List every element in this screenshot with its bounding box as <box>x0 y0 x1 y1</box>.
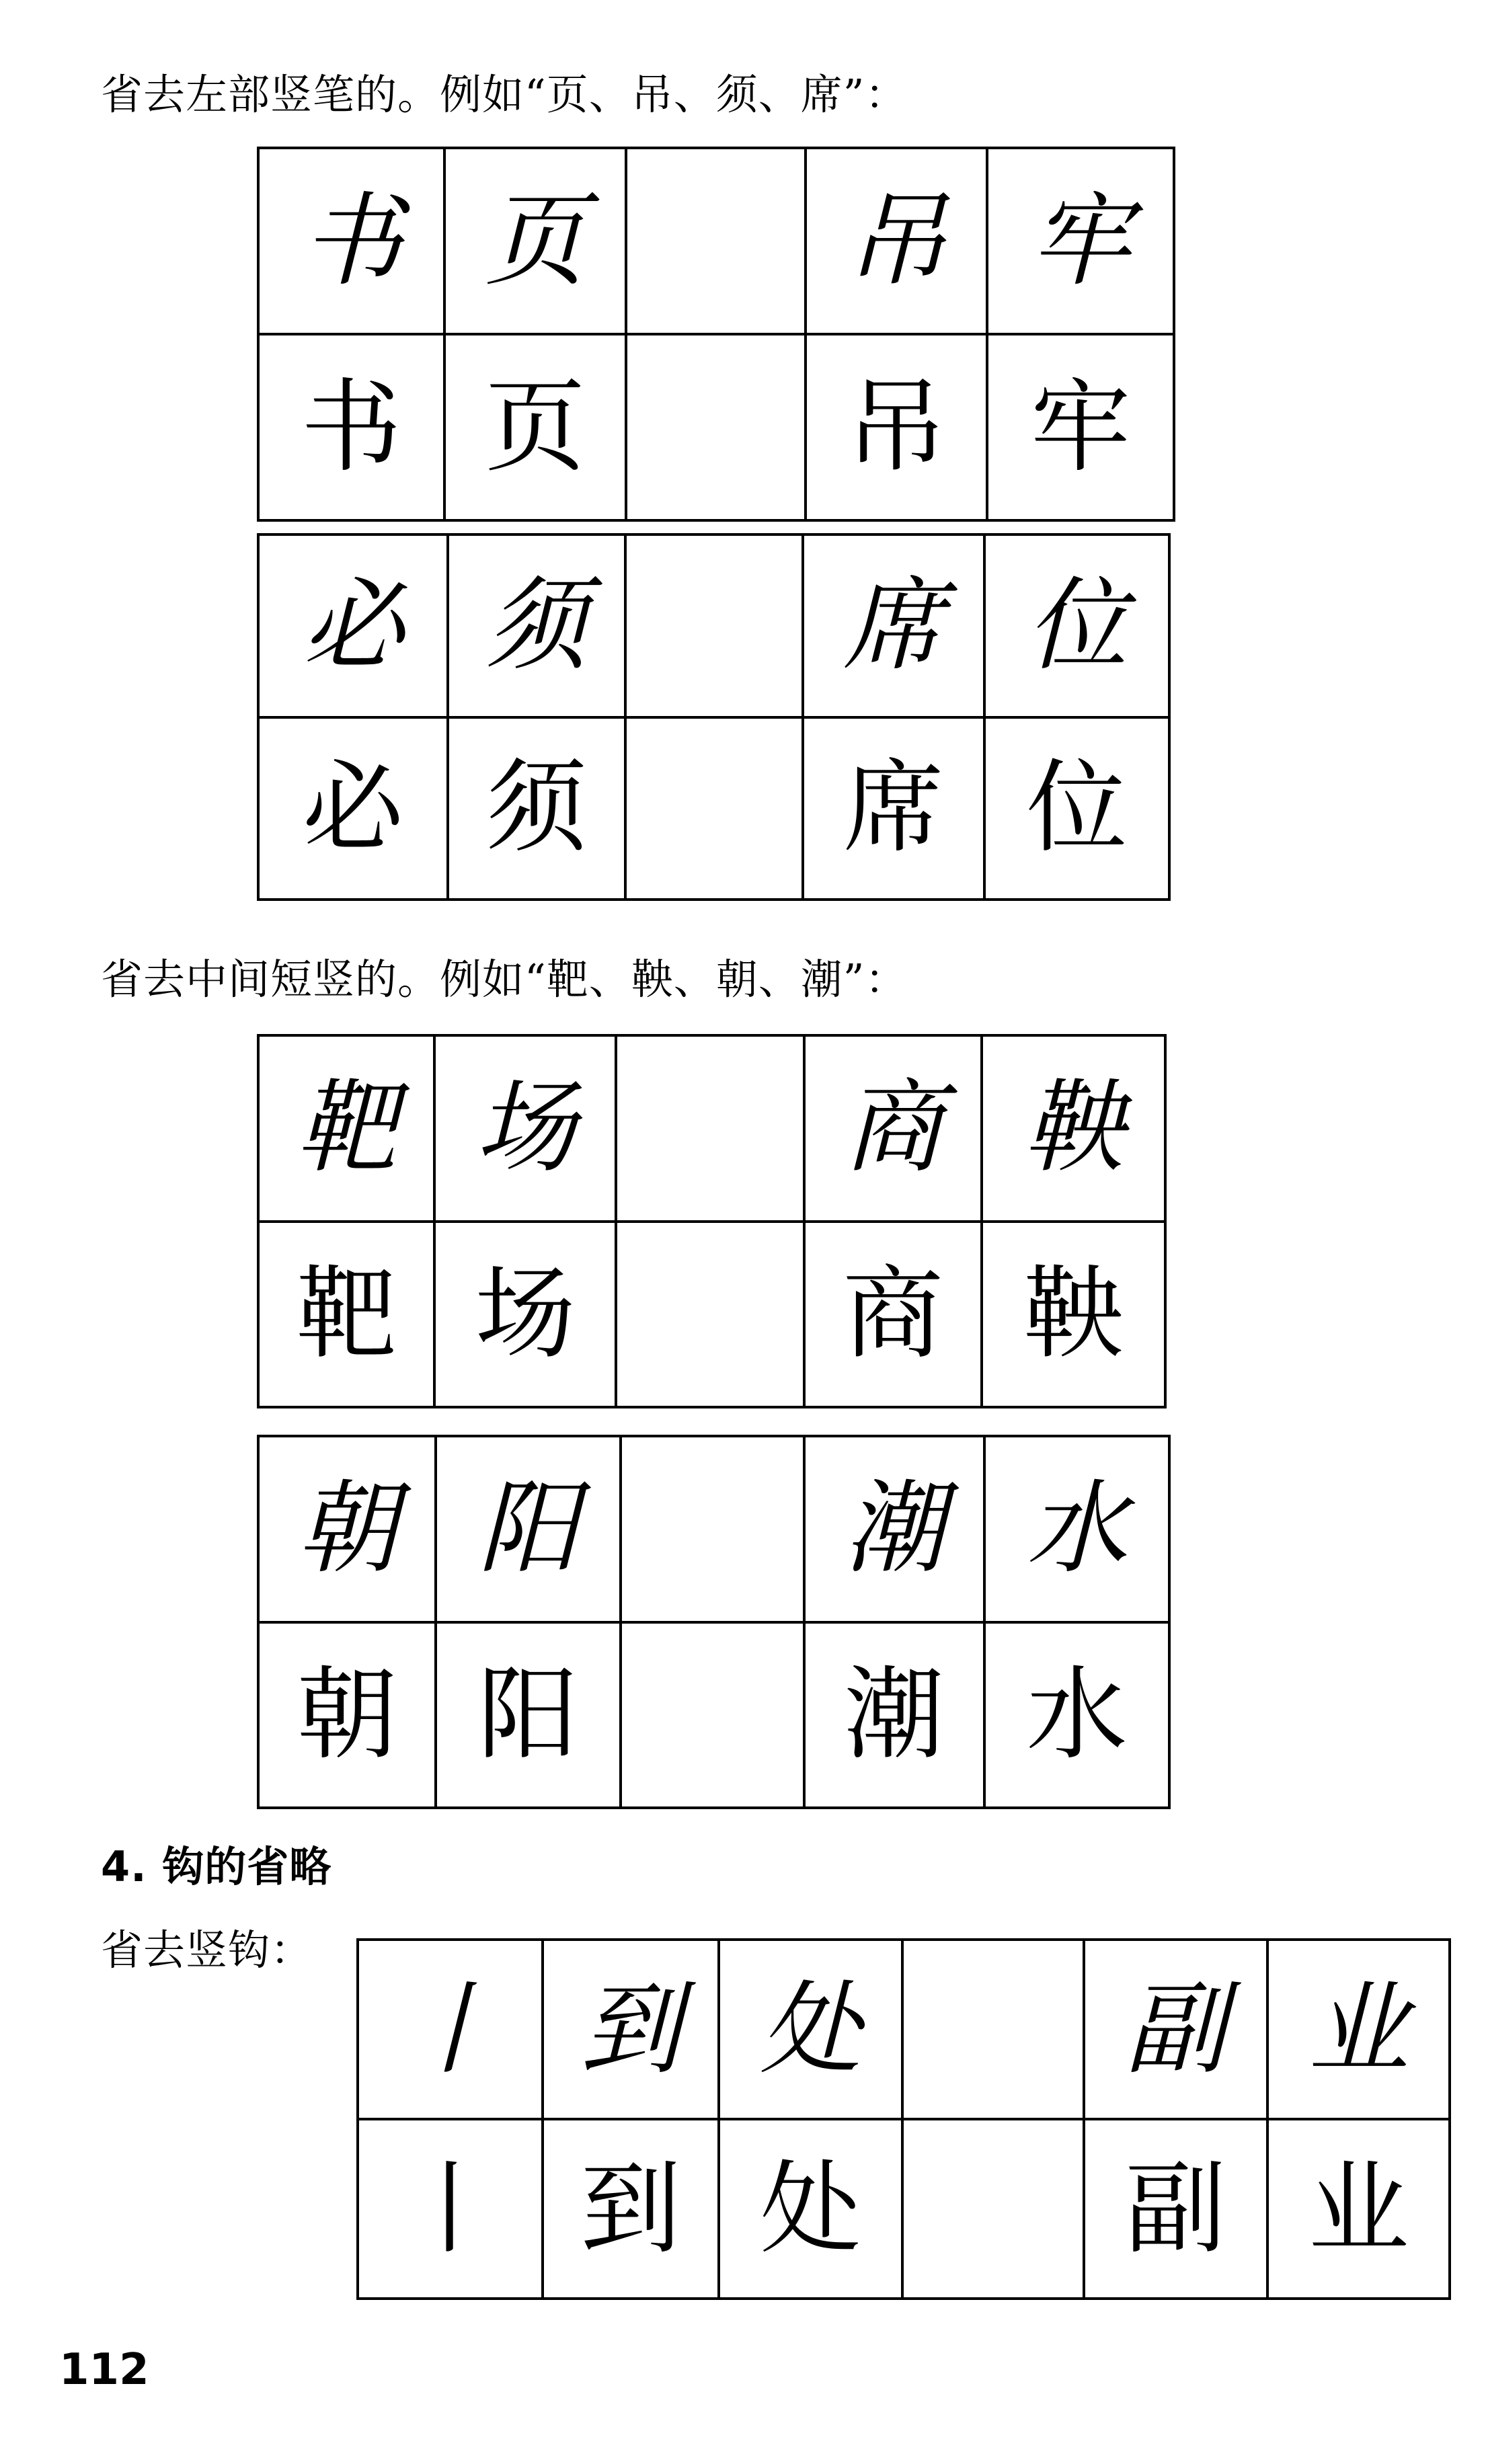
grid-row-regular <box>258 1622 1169 1809</box>
practice-grid-2 <box>257 533 1171 901</box>
practice-grid-3 <box>257 1034 1167 1408</box>
grid-cell: 到 <box>543 2119 719 2299</box>
grid-cell: 须 <box>448 534 625 717</box>
grid-cell: 牢 <box>987 148 1174 334</box>
section-heading-hook-omission: 4. 钩的省略 <box>101 1842 332 1891</box>
practice-grid-4 <box>257 1435 1171 1809</box>
page-number: 112 <box>59 2345 149 2395</box>
grid-cell: 位 <box>984 534 1169 717</box>
grid-cell-empty <box>616 1222 804 1408</box>
grid-cell: 阳 <box>436 1436 621 1622</box>
grid-row-regular <box>258 1222 1165 1408</box>
grid-row-cursive <box>258 534 1169 717</box>
grid-cell-empty <box>621 1622 804 1809</box>
grid-cell: 页 <box>444 334 626 520</box>
grid-cell: 靶 <box>258 1035 434 1222</box>
grid-cell: 吊 <box>806 334 987 520</box>
grid-cell: 页 <box>444 148 626 334</box>
grid-cell-empty <box>625 534 803 717</box>
grid-cell: 丨 <box>358 2119 543 2299</box>
grid-cell: 须 <box>448 717 625 900</box>
grid-cell: 场 <box>434 1035 616 1222</box>
grid-cell: 朝 <box>258 1436 436 1622</box>
grid-cell-empty <box>902 1940 1084 2119</box>
grid-cell: 朝 <box>258 1622 436 1809</box>
grid-cell: 业 <box>1267 2119 1450 2299</box>
grid-row-cursive <box>358 1940 1450 2119</box>
section-caption-vertical-hook: 省去竖钩： <box>101 1925 313 1975</box>
grid-cell: 靶 <box>258 1222 434 1408</box>
grid-cell: 场 <box>434 1222 616 1408</box>
grid-cell-empty <box>626 334 806 520</box>
grid-cell: 位 <box>984 717 1169 900</box>
grid-row-regular <box>258 717 1169 900</box>
grid-cell-empty <box>626 148 806 334</box>
grid-cell: 席 <box>803 717 984 900</box>
grid-row-regular <box>358 2119 1450 2299</box>
grid-cell: 书 <box>258 148 444 334</box>
grid-cell: 副 <box>1084 2119 1267 2299</box>
grid-cell: 商 <box>804 1035 982 1222</box>
grid-cell: 吊 <box>806 148 987 334</box>
grid-row-cursive <box>258 1436 1169 1622</box>
section-caption-short-vertical: 省去中间短竖的。例如“靶、鞅、朝、潮”： <box>101 955 908 1004</box>
grid-cell: 商 <box>804 1222 982 1408</box>
grid-cell: 阳 <box>436 1622 621 1809</box>
practice-grid-1 <box>257 147 1175 522</box>
grid-cell: 潮 <box>804 1436 984 1622</box>
grid-cell: 到 <box>543 1940 719 2119</box>
grid-cell: 席 <box>803 534 984 717</box>
grid-cell: 潮 <box>804 1622 984 1809</box>
grid-row-cursive <box>258 148 1174 334</box>
grid-cell-empty <box>902 2119 1084 2299</box>
grid-cell: 牢 <box>987 334 1174 520</box>
grid-cell: 副 <box>1084 1940 1267 2119</box>
grid-cell: 处 <box>719 1940 902 2119</box>
grid-cell: 水 <box>984 1436 1169 1622</box>
grid-cell-empty <box>625 717 803 900</box>
grid-cell: 鞅 <box>982 1222 1165 1408</box>
grid-cell: 必 <box>258 534 448 717</box>
practice-grid-5 <box>356 1938 1451 2300</box>
grid-cell-empty <box>616 1035 804 1222</box>
grid-cell: 必 <box>258 717 448 900</box>
grid-cell: 鞅 <box>982 1035 1165 1222</box>
section-caption-vertical-left: 省去左部竖笔的。例如“页、吊、须、席”： <box>101 70 908 119</box>
grid-cell-empty <box>621 1436 804 1622</box>
grid-cell: 业 <box>1267 1940 1450 2119</box>
grid-cell: 丨 <box>358 1940 543 2119</box>
grid-cell: 处 <box>719 2119 902 2299</box>
grid-cell: 书 <box>258 334 444 520</box>
grid-cell: 水 <box>984 1622 1169 1809</box>
grid-row-regular <box>258 334 1174 520</box>
grid-row-cursive <box>258 1035 1165 1222</box>
